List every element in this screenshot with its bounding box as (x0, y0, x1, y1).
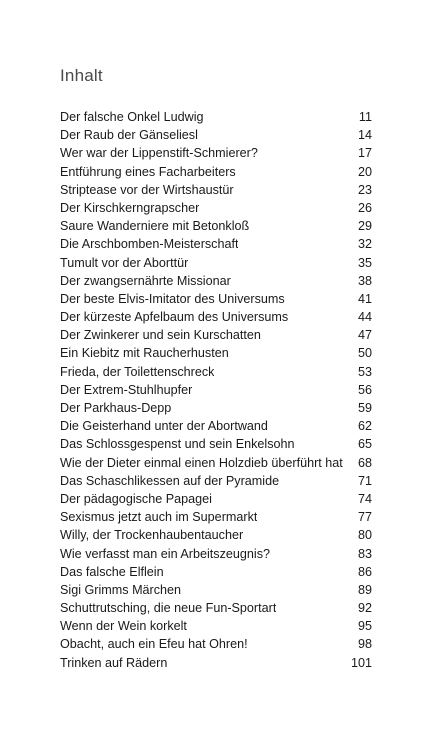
toc-entry-page-number: 56 (357, 382, 372, 397)
toc-entry (60, 563, 372, 581)
toc-entry-title: Der zwangsernährte Missionar (60, 273, 231, 288)
toc-entry (60, 235, 372, 253)
toc-entry-title: Der Zwinkerer und sein Kurschatten (60, 328, 261, 343)
toc-entry-page-number: 92 (357, 601, 372, 616)
toc-entry (60, 599, 372, 617)
toc-entry-page-number: 77 (357, 510, 372, 525)
toc-entry (60, 126, 372, 144)
toc-entry (60, 344, 372, 362)
toc-entry-title: Das falsche Elflein (60, 564, 164, 579)
toc-entry-page-number: 38 (357, 273, 372, 288)
toc-entry (60, 545, 372, 563)
toc-entry (60, 363, 372, 381)
toc-entry (60, 417, 372, 435)
toc-entry-page-number: 50 (357, 346, 372, 361)
toc-entry-title: Der beste Elvis-Imitator des Universums (60, 291, 285, 306)
toc-entry-title: Der Kirschkerngrapscher (60, 200, 200, 215)
toc-entry-title: Willy, der Trockenhaubentaucher (60, 528, 244, 543)
toc-entry (60, 526, 372, 544)
toc-entry (60, 472, 372, 490)
toc-entry-page-number: 53 (357, 364, 372, 379)
toc-entry (60, 381, 372, 399)
toc-entry-title: Die Arschbomben-Meisterschaft (60, 237, 239, 252)
toc-entry (60, 617, 372, 635)
toc-entry (60, 435, 372, 453)
toc-entry-page-number: 65 (357, 437, 372, 452)
toc-list (60, 108, 372, 672)
toc-entry-page-number: 71 (357, 473, 372, 488)
toc-entry-page-number: 59 (357, 401, 372, 415)
toc-entry-title: Trinken auf Rädern (60, 655, 168, 670)
toc-entry-title: Sexismus jetzt auch im Supermarkt (60, 510, 258, 525)
toc-entry-title: Tumult vor der Aborttür (60, 255, 189, 270)
toc-entry (60, 108, 372, 126)
toc-entry (60, 326, 372, 344)
toc-entry-title: Frieda, der Toilettenschreck (60, 364, 215, 379)
toc-entry-title: Entführung eines Facharbeiters (60, 164, 236, 179)
toc-entry-title: Der Raub der Gänseliesl (60, 128, 198, 143)
toc-entry-page-number: 68 (357, 455, 372, 470)
toc-entry-title: Die Geisterhand unter der Abortwand (60, 419, 268, 434)
toc-entry-title: Der falsche Onkel Ludwig (60, 110, 204, 124)
toc-entry-page-number: 86 (357, 564, 372, 579)
toc-entry-page-number: 62 (357, 419, 372, 434)
toc-entry-title: Wenn der Wein korkelt (60, 619, 187, 634)
toc-entry-page-number: 44 (357, 310, 372, 325)
toc-entry (60, 199, 372, 217)
toc-entry (60, 635, 372, 653)
toc-entry-title: Der Parkhaus-Depp (60, 401, 172, 415)
toc-entry-title: Der kürzeste Apfelbaum des Universums (60, 310, 289, 325)
toc-entry (60, 508, 372, 526)
toc-entry-page-number: 29 (357, 219, 372, 234)
toc-entry (60, 144, 372, 162)
toc-entry-page-number: 89 (357, 582, 372, 597)
toc-entry-page-number: 83 (357, 546, 372, 561)
toc-entry-title: Wie der Dieter einmal einen Holzdieb überführt hat (60, 455, 343, 470)
toc-entry (60, 163, 372, 181)
toc-entry-page-number: 74 (357, 491, 372, 506)
toc-entry-page-number: 98 (357, 637, 372, 652)
toc-entry (60, 490, 372, 508)
toc-entry-title: Obacht, auch ein Efeu hat Ohren! (60, 637, 248, 652)
toc-entry (60, 290, 372, 308)
toc-entry-title: Das Schlossgespenst und sein Enkelsohn (60, 437, 295, 452)
toc-entry-title: Wer war der Lippenstift-Schmierer? (60, 146, 258, 161)
toc-entry (60, 217, 372, 235)
toc-heading: Inhalt (60, 66, 103, 85)
toc-entry-title: Saure Wanderniere mit Betonkloß (60, 219, 250, 234)
toc-entry (60, 454, 372, 472)
toc-entry-title: Schuttrutsching, die neue Fun-Sportart (60, 601, 277, 616)
toc-entry-page-number: 23 (357, 182, 372, 197)
toc-entry-title: Wie verfasst man ein Arbeitszeugnis? (60, 546, 270, 561)
toc-entry-page-number: 20 (357, 164, 372, 179)
toc-entry-title: Ein Kiebitz mit Raucherhusten (60, 346, 229, 361)
toc-entry-title: Striptease vor der Wirtshaustür (60, 182, 234, 197)
toc-entry (60, 308, 372, 326)
toc-entry-page-number: 17 (357, 146, 372, 161)
toc-entry (60, 181, 372, 199)
toc-entry-title: Sigi Grimms Märchen (60, 582, 182, 597)
toc-entry-page-number: 11 (358, 110, 372, 124)
toc-entry-page-number: 95 (357, 619, 372, 634)
toc-entry (60, 272, 372, 290)
toc-entry-page-number: 35 (357, 255, 372, 270)
toc-entry-page-number: 41 (357, 291, 372, 306)
toc-entry-page-number: 14 (357, 128, 372, 143)
toc-entry (60, 581, 372, 599)
toc-entry-page-number: 32 (357, 237, 372, 252)
toc-entry-page-number: 47 (357, 328, 372, 343)
toc-entry-page-number: 80 (357, 528, 372, 543)
toc-entry-page-number: 26 (357, 200, 372, 215)
toc-entry (60, 654, 372, 672)
toc-entry-title: Der pädagogische Papagei (60, 491, 212, 506)
toc-entry-title: Der Extrem-Stuhlhupfer (60, 382, 193, 397)
toc-entry (60, 399, 372, 417)
toc-entry-title: Das Schaschlikessen auf der Pyramide (60, 473, 280, 488)
toc-entry-page-number: 101 (350, 655, 372, 670)
toc-entry (60, 254, 372, 272)
